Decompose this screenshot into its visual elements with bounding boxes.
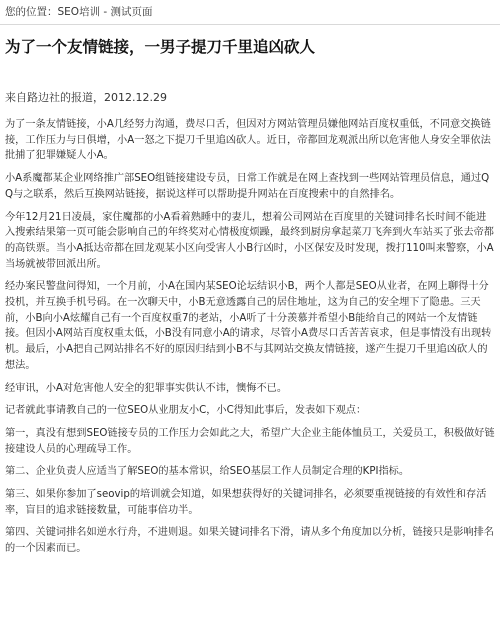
- article-body: [5, 117, 496, 564]
- header-divider: [0, 24, 500, 25]
- article-paragraph: 第二、企业负责人应适当了解SEO的基本常识，给SEO基层工作人员制定合理的KPI指标。: [5, 466, 410, 478]
- article-paragraph: 经办案民警盘问得知，一个月前，小A在国内某SEO论坛结识小B，两个人都是SEO从业者，在网上聊得十分投机，并互换手机号码。在一次聊天中，小B无意透露自己的居住地址，这为自己的安全埋下了隐患。三天前，小B向小A炫耀自己有一个百度权重7的老站，小A听了十分羡慕并希望小B能给自己的网站一个友情链接。但因小A网站百度权重太低，小B没有同意小A的请求，尽管小A费尽口舌苦苦哀求，但是事情没有出现转机。最后，小A把自己网站排名不好的原因归结到小B不与其网站交换友情链接，遂产生提刀千里追凶砍人的想法。: [5, 281, 492, 371]
- breadcrumb-prefix: 您的位置：: [5, 6, 58, 18]
- article-paragraph: 第三、如果你参加了seovip的培训就会知道，如果想获得好的关键词排名，必须要重视链接的有效性和存活率，盲目的追求链接数量，可能事倍功半。: [5, 489, 487, 516]
- article-paragraph: 第四、关键词排名如逆水行舟，不进则退。如果关键词排名下滑，请从多个角度加以分析，链接只是影响排名的一个因素而已。: [5, 527, 494, 555]
- breadcrumb-separator: -: [100, 6, 111, 18]
- article-paragraph: 为了一条友情链接，小A几经努力沟通，费尽口舌，但因对方网站管理员嫌他网站百度权重低，不同意交换链接，工作压力与日俱增，小A一怒之下提刀千里追凶砍人。近日，帝都回龙观派出所以危害他人身安全罪依法批捕了犯罪嫌疑人小A。: [5, 119, 491, 162]
- article-meta: 来自路边社的报道，2012.12.29: [5, 91, 167, 104]
- article-title: 为了一个友情链接，一男子提刀千里追凶砍人: [5, 38, 316, 56]
- article-paragraph: 记者就此事请教自己的一位SEO从业朋友小C，小C得知此事后，发表如下观点：: [5, 405, 367, 417]
- breadcrumb-current: 测试页面: [110, 6, 153, 18]
- breadcrumb: [5, 4, 153, 20]
- article-paragraph: 小A系魔都某企业网络推广部SEO组链接建设专员，日常工作就是在网上查找到一些网站管理员信息，通过QQ与之联系，然后互换网站链接，据说这样可以帮助提升网站在百度搜索中的自然排名。: [5, 173, 490, 200]
- breadcrumb-link-seo-training[interactable]: SEO培训: [57, 6, 101, 18]
- article-paragraph: 第一，真没有想到SEO链接专员的工作压力会如此之大，希望广大企业主能体恤员工，关爱员工，积极做好链接建设人员的心理疏导工作。: [5, 427, 495, 455]
- article-paragraph: 今年12月21日凌晨，家住魔都的小A看着熟睡中的妻儿，想着公司网站在百度里的关键词排名长时间不能进入搜索结果第一页可能会影响自己的年终奖对心情极度烦躁，最终到厨房拿起菜刀飞奔到火车站买了张去帝都的高铁票。当小A抵达帝都在回龙观某小区向受害人小B行凶时，小区保安及时发现，拨打110叫来警察，小A当场就被带回派出所。: [5, 211, 494, 270]
- article-paragraph: 经审讯，小A对危害他人安全的犯罪事实供认不讳，懊悔不已。: [5, 382, 288, 394]
